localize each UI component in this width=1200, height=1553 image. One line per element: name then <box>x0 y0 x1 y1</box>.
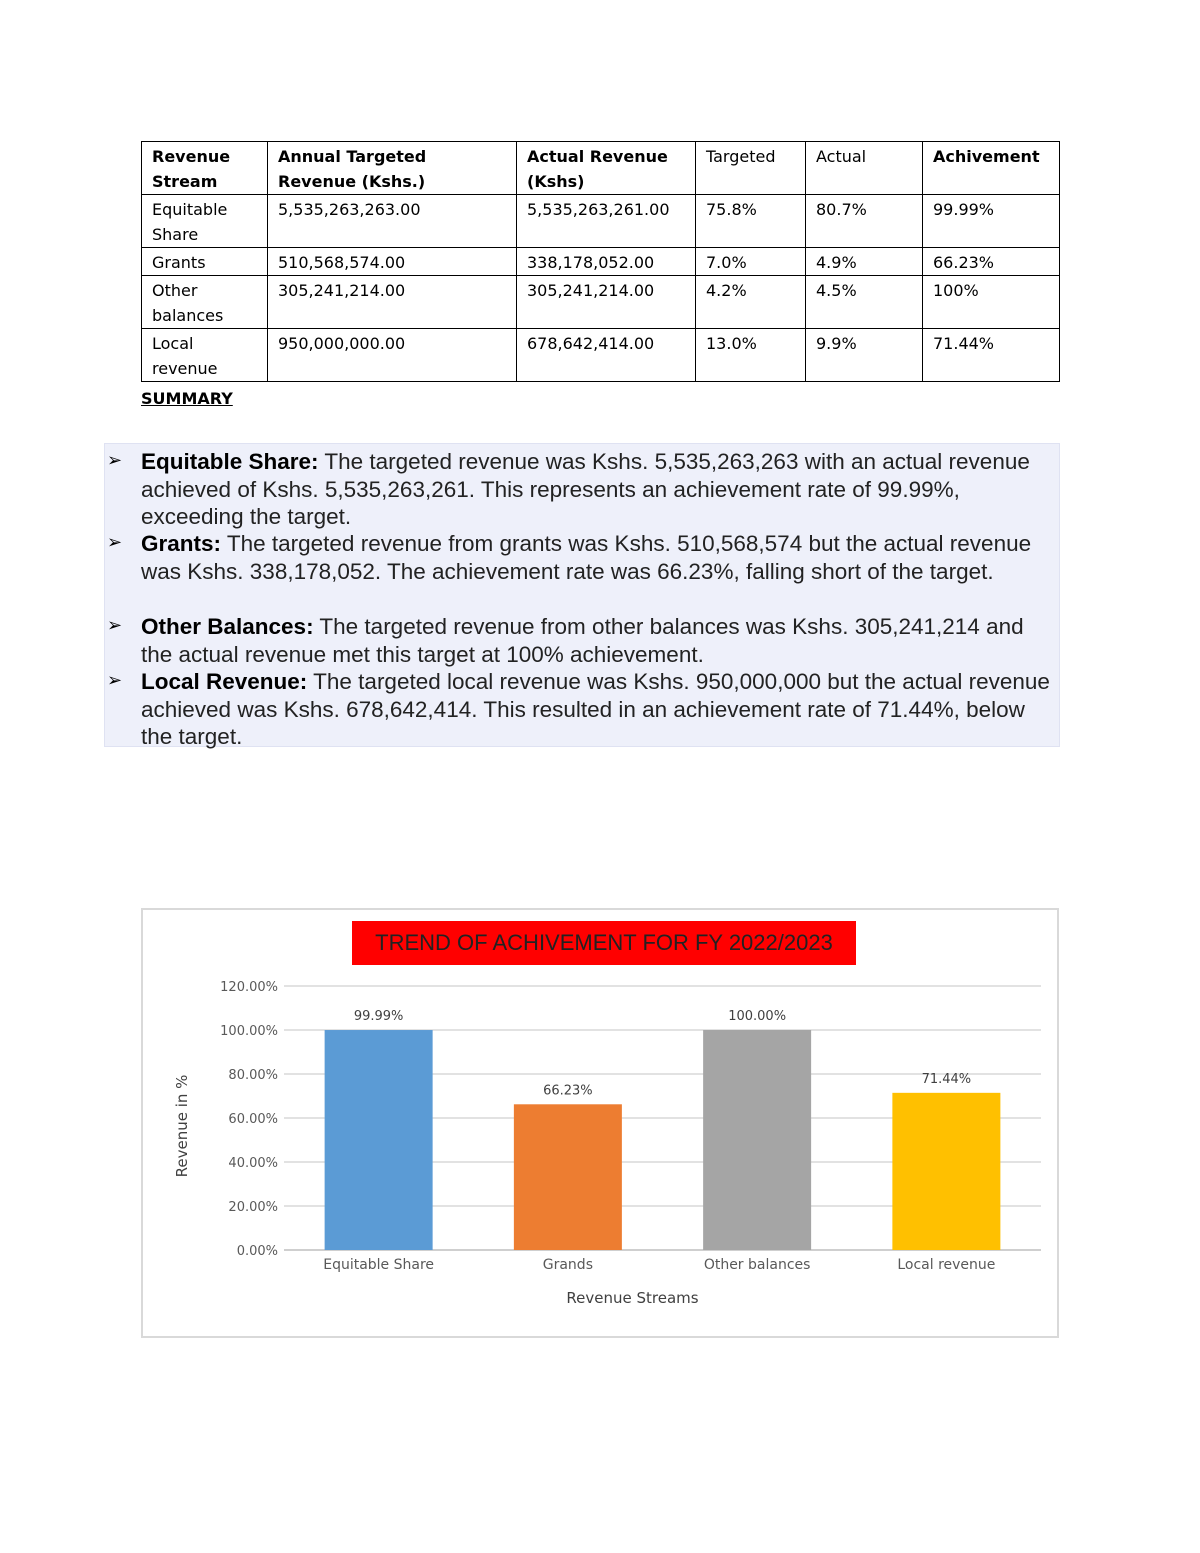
y-axis-title: Revenue in % <box>173 1074 191 1178</box>
table-cell: 7.0% <box>696 248 806 276</box>
data-label: 71.44% <box>921 1071 972 1087</box>
table-row <box>142 248 1060 276</box>
bar <box>892 1093 1000 1250</box>
table-cell: 99.99% <box>923 195 1060 248</box>
x-tick-label: Local revenue <box>897 1257 996 1273</box>
bullet-text <box>141 613 1053 668</box>
table-cell: 66.23% <box>923 248 1060 276</box>
table-cell: 100% <box>923 276 1060 329</box>
table-row <box>142 329 1060 382</box>
x-tick-label: Equitable Share <box>323 1257 435 1273</box>
y-tick-label: 20.00% <box>228 1200 278 1215</box>
x-axis-title: Revenue Streams <box>566 1289 699 1307</box>
table-cell: 338,178,052.00 <box>517 248 696 276</box>
y-tick-label: 80.00% <box>228 1068 278 1083</box>
table-cell: Grants <box>142 248 268 276</box>
arrow-bullet-icon: ➢ <box>107 450 123 471</box>
summary-bullet-list <box>104 443 1060 747</box>
bullet-body: The targeted revenue was Kshs. 5,535,263,263 with an actual revenue achieved of Kshs. 5,535,263,261. This represents an achievement rate of 99.99%, exceeding the target. <box>141 449 1030 529</box>
chart-title: TREND OF ACHIVEMENT FOR FY 2022/2023 <box>352 921 856 965</box>
summary-heading: SUMMARY <box>141 389 233 408</box>
table-cell: 71.44% <box>923 329 1060 382</box>
bullet-text <box>141 668 1053 751</box>
table-header: Actual Revenue (Kshs) <box>517 142 696 195</box>
table-cell: 9.9% <box>806 329 923 382</box>
table-cell: 13.0% <box>696 329 806 382</box>
y-tick-label: 40.00% <box>228 1156 278 1171</box>
y-tick-label: 60.00% <box>228 1112 278 1127</box>
arrow-bullet-icon: ➢ <box>107 532 123 553</box>
revenue-table <box>141 141 1060 382</box>
table-header: Annual Targeted Revenue (Kshs.) <box>268 142 517 195</box>
bullet-body: The targeted revenue from grants was Kshs. 510,568,574 but the actual revenue was Kshs. 338,178,052. The achievement rate was 66.23%, falling short of the target. <box>141 531 1032 584</box>
table-cell: 80.7% <box>806 195 923 248</box>
table-cell: 678,642,414.00 <box>517 329 696 382</box>
table-cell: Equitable Share <box>142 195 268 248</box>
table-header: Actual <box>806 142 923 195</box>
table-cell: Other balances <box>142 276 268 329</box>
bullet-text <box>141 448 1053 531</box>
bullet-term: Grants: <box>141 531 222 556</box>
table-cell: 510,568,574.00 <box>268 248 517 276</box>
bar <box>514 1104 622 1250</box>
x-tick-label: Other balances <box>703 1257 811 1273</box>
table-header-row <box>142 142 1060 195</box>
table-cell: 75.8% <box>696 195 806 248</box>
y-tick-label: 100.00% <box>220 1024 278 1039</box>
table-header: Revenue Stream <box>142 142 268 195</box>
bullet-term: Other Balances: <box>141 614 314 639</box>
table-cell: 4.2% <box>696 276 806 329</box>
y-tick-label: 120.00% <box>220 980 278 995</box>
table-cell: 4.9% <box>806 248 923 276</box>
bar <box>703 1030 811 1250</box>
bar <box>325 1030 433 1250</box>
table-header: Achivement <box>923 142 1060 195</box>
table-cell: 5,535,263,263.00 <box>268 195 517 248</box>
table-cell: 4.5% <box>806 276 923 329</box>
bullet-term: Equitable Share: <box>141 449 319 474</box>
bullet-text <box>141 530 1053 585</box>
bar-chart <box>141 908 1059 1338</box>
table-cell: 305,241,214.00 <box>517 276 696 329</box>
table-cell: 950,000,000.00 <box>268 329 517 382</box>
arrow-bullet-icon: ➢ <box>107 615 123 636</box>
bullet-term: Local Revenue: <box>141 669 308 694</box>
table-header: Targeted <box>696 142 806 195</box>
table-cell: 5,535,263,261.00 <box>517 195 696 248</box>
y-tick-label: 0.00% <box>236 1244 278 1259</box>
data-label: 99.99% <box>353 1009 404 1025</box>
x-tick-label: Grands <box>542 1257 593 1273</box>
table-cell: 305,241,214.00 <box>268 276 517 329</box>
data-label: 100.00% <box>728 1009 787 1024</box>
data-label: 66.23% <box>543 1083 593 1099</box>
bullet-body: The targeted local revenue was Kshs. 950,000,000 but the actual revenue achieved was Kshs. 678,642,414. This resulted in an achievement rate of 71.44%, below the target. <box>141 669 1050 749</box>
arrow-bullet-icon: ➢ <box>107 670 123 691</box>
bullet-body: The targeted revenue from other balances was Kshs. 305,241,214 and the actual revenue met this target at 100% achievement. <box>141 614 1024 667</box>
table-row <box>142 195 1060 248</box>
table-row <box>142 276 1060 329</box>
table-cell: Local revenue <box>142 329 268 382</box>
